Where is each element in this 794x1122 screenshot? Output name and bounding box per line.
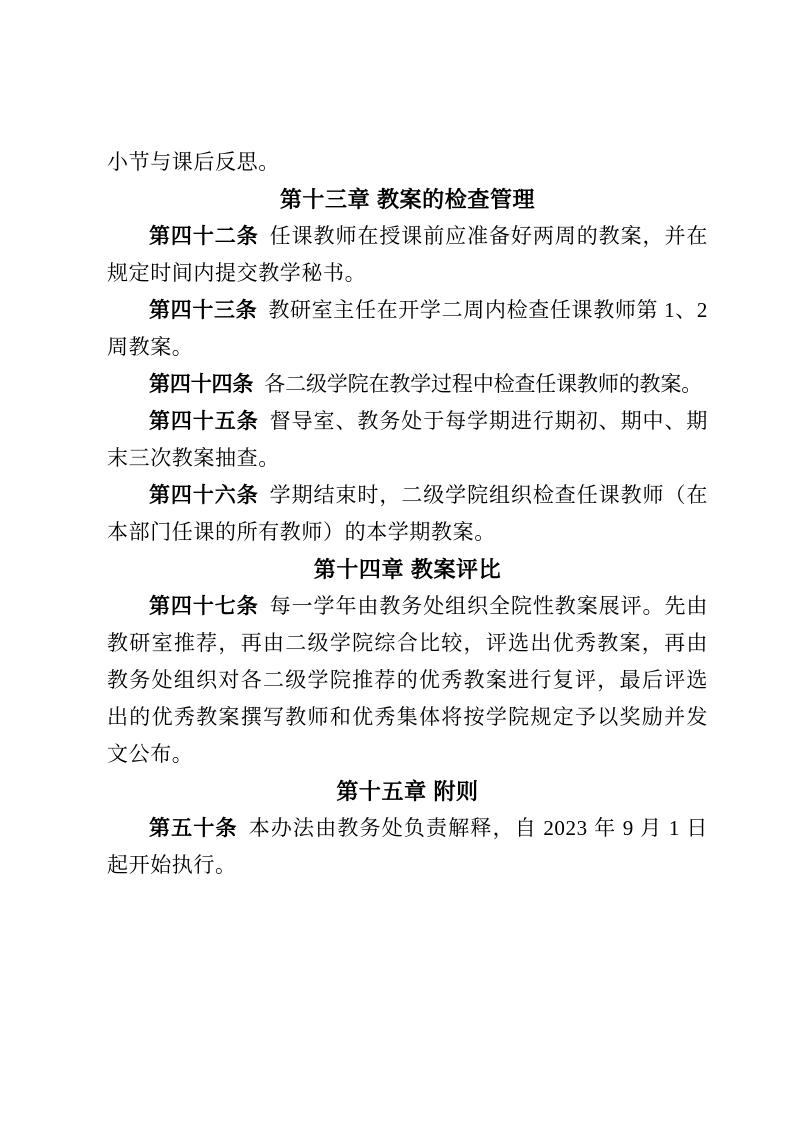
article-42-label: 第四十二条 <box>149 224 259 248</box>
article-43-paragraph <box>107 292 708 366</box>
chapter-13-heading: 第十三章 教案的检查管理 <box>279 187 536 212</box>
article-47-paragraph <box>107 588 708 773</box>
continuation-paragraph: 小节与课后反思。 <box>107 150 280 174</box>
article-46-text: 学期结束时，二级学院组织检查任课教师（在本部门任课的所有教师）的本学期教案。 <box>107 483 709 544</box>
chapter-15-heading: 第十五章 附则 <box>336 779 479 804</box>
article-46-paragraph <box>107 477 708 551</box>
article-43-label: 第四十三条 <box>149 298 258 322</box>
article-50-paragraph <box>107 810 708 884</box>
article-45-paragraph <box>107 403 708 477</box>
article-50-text: 本办法由教务处负责解释，自 2023 年 9 月 1 日起开始执行。 <box>107 816 708 877</box>
article-46-label: 第四十六条 <box>149 483 259 507</box>
article-47-text: 每一学年由教务处组织全院性教案展评。先由教研室推荐，再由二级学院综合比较，评选出优秀教案，再由教务处组织对各二级学院推荐的优秀教案进行复评，最后评选出的优秀教案撰写教师和优秀集体将按学院规定予以奖励并发文公布。 <box>107 594 709 766</box>
article-44-label: 第四十四条 <box>149 372 254 396</box>
article-44-paragraph <box>107 366 708 403</box>
article-45-label: 第四十五条 <box>149 409 259 433</box>
article-50-label: 第五十条 <box>149 816 238 840</box>
article-42-paragraph <box>107 218 708 292</box>
article-43-text: 教研室主任在开学二周内检查任课教师第 1、2 周教案。 <box>107 298 709 359</box>
chapter-14-heading: 第十四章 教案评比 <box>313 557 502 582</box>
article-42-text: 任课教师在授课前应准备好两周的教案，并在规定时间内提交教学秘书。 <box>107 224 709 285</box>
article-45-text: 督导室、教务处于每学期进行期初、期中、期末三次教案抽查。 <box>107 409 709 470</box>
article-44-text: 各二级学院在教学过程中检查任课教师的教案。 <box>264 372 703 396</box>
article-47-label: 第四十七条 <box>149 594 259 618</box>
